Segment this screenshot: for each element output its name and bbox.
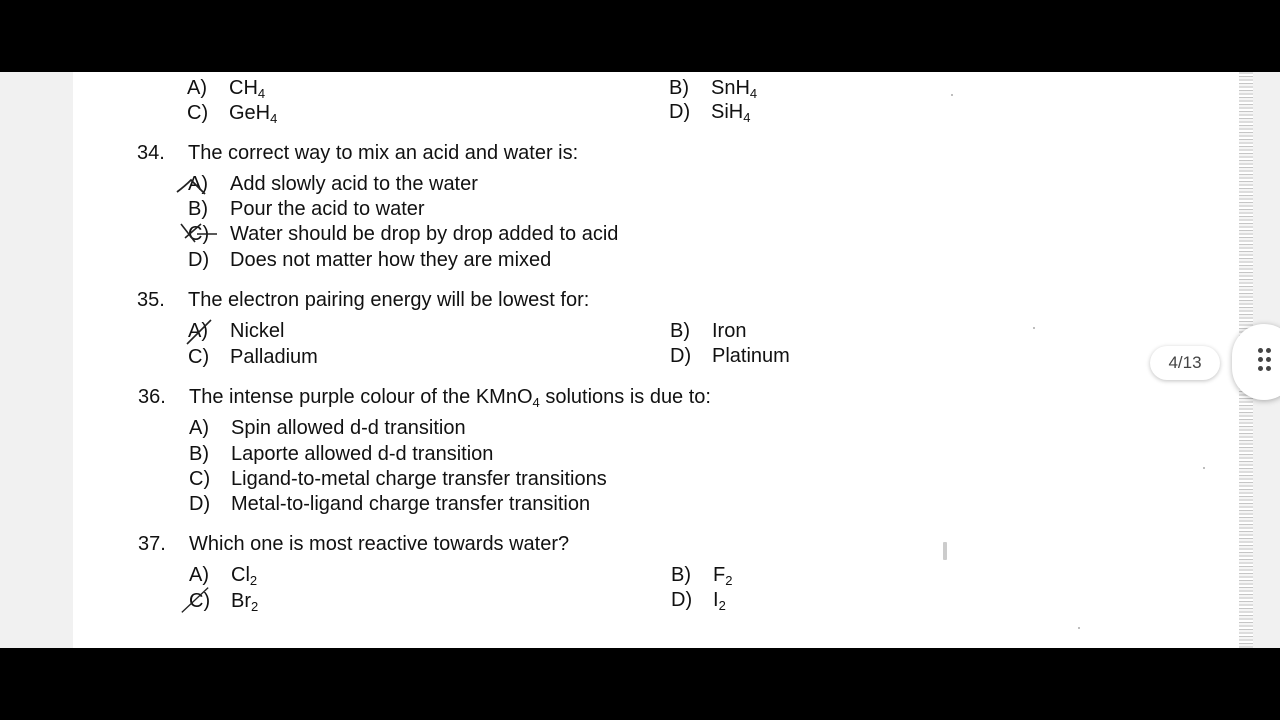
option-a: A) Spin allowed d-d transition bbox=[189, 417, 466, 439]
page-indicator: 4/13 bbox=[1150, 346, 1220, 380]
pen-cross-mark bbox=[177, 220, 217, 248]
option-a: A) Nickel bbox=[188, 320, 285, 342]
option-c: C) Palladium bbox=[188, 346, 318, 368]
question-text: The intense purple colour of the KMnO$_4$ solutions is due to: bbox=[189, 386, 711, 410]
option-b: B) Laporte allowed d-d transition bbox=[189, 443, 494, 465]
scan-speck bbox=[951, 94, 953, 96]
option-d: D) Metal-to-ligand charge transfer transition bbox=[189, 493, 591, 515]
option-c: C) Water should be drop by drop added to acid bbox=[188, 223, 619, 245]
document-page bbox=[73, 72, 1253, 648]
scroll-handle[interactable] bbox=[1232, 324, 1280, 400]
pen-tick-mark bbox=[175, 172, 215, 200]
question-number: 34. bbox=[137, 142, 165, 164]
option-b: B) $F_2$ bbox=[671, 564, 733, 588]
question-text: The correct way to mix an acid and water is: bbox=[188, 142, 579, 164]
question-number: 36. bbox=[138, 386, 166, 408]
pdf-viewer[interactable] bbox=[0, 72, 1280, 648]
question-text: Which one is most reactive towards water? bbox=[189, 533, 570, 555]
option-d: D) $I_2$ bbox=[671, 589, 726, 613]
question-number: 37. bbox=[138, 533, 166, 555]
question-number: 35. bbox=[137, 289, 165, 311]
pen-cross-mark bbox=[175, 586, 215, 614]
option-c: C) $Br_2$ bbox=[189, 590, 259, 614]
option-d: D) SiH$_4$ bbox=[669, 101, 751, 125]
drag-grip-icon bbox=[1258, 348, 1272, 376]
option-a: A) $CH_4$ bbox=[187, 77, 266, 101]
option-b: B) Pour the acid to water bbox=[188, 198, 425, 220]
scan-speck bbox=[1203, 467, 1205, 469]
option-a: A) $Cl_2$ bbox=[189, 564, 258, 588]
option-b: B) Iron bbox=[670, 320, 747, 342]
option-a: A) Add slowly acid to the water bbox=[188, 173, 478, 195]
scan-speck bbox=[1078, 627, 1080, 629]
scan-speck bbox=[1033, 327, 1035, 329]
option-b: B) SnH$_4$ bbox=[669, 77, 758, 101]
scan-speck bbox=[943, 542, 947, 560]
option-c: C) Ligand-to-metal charge transfer transitions bbox=[189, 468, 607, 490]
option-d: D) Does not matter how they are mixed bbox=[188, 249, 552, 271]
pen-cross-mark bbox=[183, 318, 223, 346]
question-text: The electron pairing energy will be lowest for: bbox=[188, 289, 590, 311]
option-d: D) Platinum bbox=[670, 345, 790, 367]
option-c: C) GeH$_4$ bbox=[187, 102, 278, 126]
